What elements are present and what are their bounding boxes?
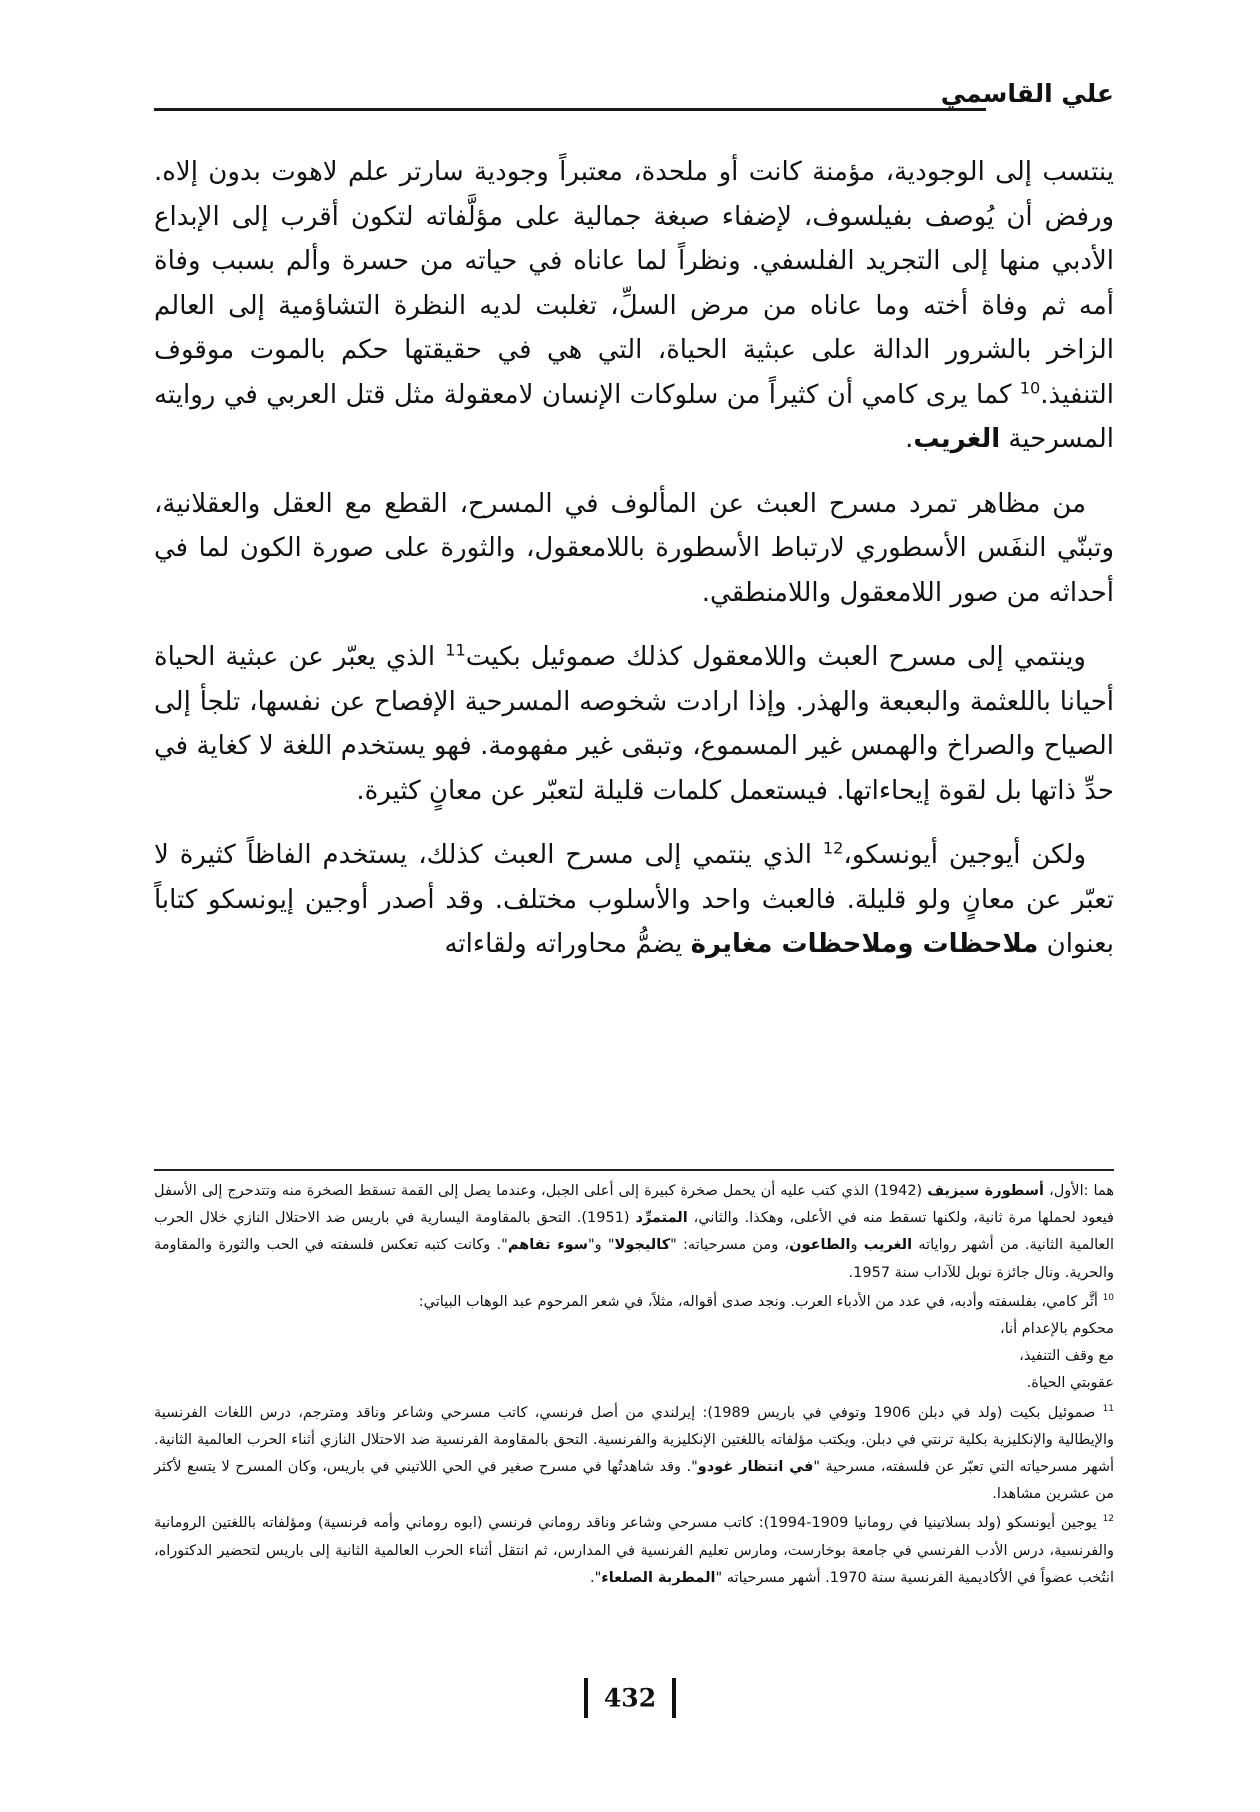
poem-line-1: محكوم بالإعدام أنا، [1000,1321,1114,1338]
footnote-11: $^{11}$ صموئيل بكيت (ولد في دبلن 1906 وتوفي في باريس 1989): إيرلندي من أصل فرنسي، كاتب مسرحي وشاعر وناقد ومترجم، درس اللغات الفرنسية والإيطالية والإنكليزية بكلية ترنتي في دبلن. ويكتب مؤلفاته باللغتين الإنكليزية والفرنسية. التحق بالمقاومة الفرنسية ضد الاحتلال النازي أثناء الحرب العالمية الثانية. أشهر مسرحياته التي تعبّر عن فلسفته، مسرحية "في انتظار غودو". وقد شاهدتُها في مسرح صغير في الحي اللاتيني في باريس، وكان المسرح لا يتسع لأكثر من عشرين مشاهدا. [154,1403,1114,1503]
footnotes [154,1178,1114,1592]
footnote-10: $^{10}$ أثَّر كامي، بفلسفته وأدبه، في عدد من الأدباء العرب. ونجد صدى أقواله، مثلاً، في شعر المرحوم عبد الوهاب البياتي: [418,1292,1114,1310]
page-number [0,1678,1260,1718]
footnote-ref-10[interactable]: 10 [1019,377,1041,397]
poem-line-3: عقوبتي الحياة. [1026,1375,1114,1392]
paragraph-4: ولكن أيوجين أيونسكو،$^{12}$ الذي ينتمي إلى مسرح العبث كذلك، يستخدم الفاظاً كثيرة لا تعبّر عن معانٍ ولو قليلة. فالعبث واحد والأسلوب مختلف. وقد أصدر أوجين إيونسكو كتاباً بعنوان ملاحظات وملاحظات مغايرة يضمُّ محاوراته ولقاءاته [154,838,1114,959]
footnote-number-10: 10 [1102,1292,1114,1303]
header-author: علي القاسمي [940,79,1114,108]
poem-line-2: مع وقف التنفيذ، [1019,1348,1114,1365]
paragraph-3: وينتمي إلى مسرح العبث واللامعقول كذلك صموئيل بكيت$^{11}$ الذي يعبّر عن عبثية الحياة أحيانا باللعثمة والبعبعة والهذر. وإذا ارادت شخوصه المسرحية الإفصاح عن نفسها، تلجأ إلى الصياح والصراخ والهمس غير المسموع، وتبقى غير مفهومة. فهو يستخدم اللغة لا كغاية في حدِّ ذاتها بل لقوة إيحاءاتها. فيستعمل كلمات قليلة لتعبّر عن معانٍ كثيرة. [154,640,1114,806]
page-number-bar-left [584,1678,588,1718]
footnote-ref-12[interactable]: 12 [822,838,844,858]
footnote-ref-11[interactable]: 11 [445,640,466,660]
footnote-continued: هما :الأول، أسطورة سيزيف (1942) الذي كتب عليه أن يحمل صخرة كبيرة إلى أعلى الجبل، وعندما يصل إلى القمة تسقط الصخرة منه وتتدحرج إلى الأسفل فيعود لحملها مرة ثانية، ولكنها تسقط منه في الأعلى، وهكذا. والثاني، المتمرِّد (1951). التحق بالمقاومة اليسارية في باريس ضد الاحتلال النازي خلال الحرب العالمية الثانية. من أشهر رواياته الغريب والطاعون، ومن مسرحياته: "كاليجولا" و"سوء تفاهم". وكانت كتبه تعكس فلسفته في الحب والثورة والمقاومة والحرية. ونال جائزة نوبل للآداب سنة 1957. [154,1183,1114,1281]
running-header [154,79,1114,115]
paragraph-1: ينتسب إلى الوجودية، مؤمنة كانت أو ملحدة، معتبراً وجودية سارتر علم لاهوت بدون إلاه. ورفض أن يُوصف بفيلسوف، لإضفاء صبغة جمالية على مؤلَّفاته لتكون أقرب إلى الإبداع الأدبي منها إلى التجريد الفلسفي. ونظراً لما عاناه في حياته من حسرة وألم بسبب وفاة أمه ثم وفاة أخته وما عاناه من مرض السلِّ، تغلبت لديه النظرة التشاؤمية إلى العالم الزاخر بالشرور الدالة على عبثية الحياة، التي هي في حقيقتها حكم بالموت موقوف التنفيذ.$^{10}$ كما يرى كامي أن كثيراً من سلوكات الإنسان لامعقولة مثل قتل العربي في روايته المسرحية الغريب. [154,157,1114,454]
header-rule [154,108,986,111]
page-number-bar-right [672,1678,676,1718]
paragraph-2: من مظاهر تمرد مسرح العبث عن المألوف في المسرح، القطع مع العقل والعقلانية، وتبنّي النفَس الأسطوري لارتباط الأسطورة باللامعقول، والثورة على صورة الكون لما في أحداثه من صور اللامعقول واللامنطقي. [154,488,1114,608]
play-title-stranger: الغريب [913,424,1001,454]
footnote-12: $^{12}$ يوجين أيونسكو (ولد بسلاتينيا في رومانيا 1909-1994): كاتب مسرحي وشاعر وناقد روماني فرنسي (ابوه روماني وأمه فرنسية) ومؤلفاته باللغتين الرومانية والفرنسية، درس الأدب الفرنسي في جامعة بوخارست، ومارس تعليم الفرنسية في المدارس، ثم انتقل أثناء الحرب العالمية الثانية إلى باريس لتحضير الدكتوراه، انتُخب عضواً في الأكاديمية الفرنسية سنة 1970. أشهر مسرحياته "المطربة الصلعاء". [154,1514,1114,1586]
body-text [154,150,1114,987]
book-title: ملاحظات وملاحظات مغايرة [690,929,1039,959]
footnote-number-11: 11 [1102,1403,1114,1414]
footnote-separator [154,1169,1114,1171]
page-number-value: 432 [603,1683,657,1713]
footnote-number-12: 12 [1102,1514,1114,1525]
